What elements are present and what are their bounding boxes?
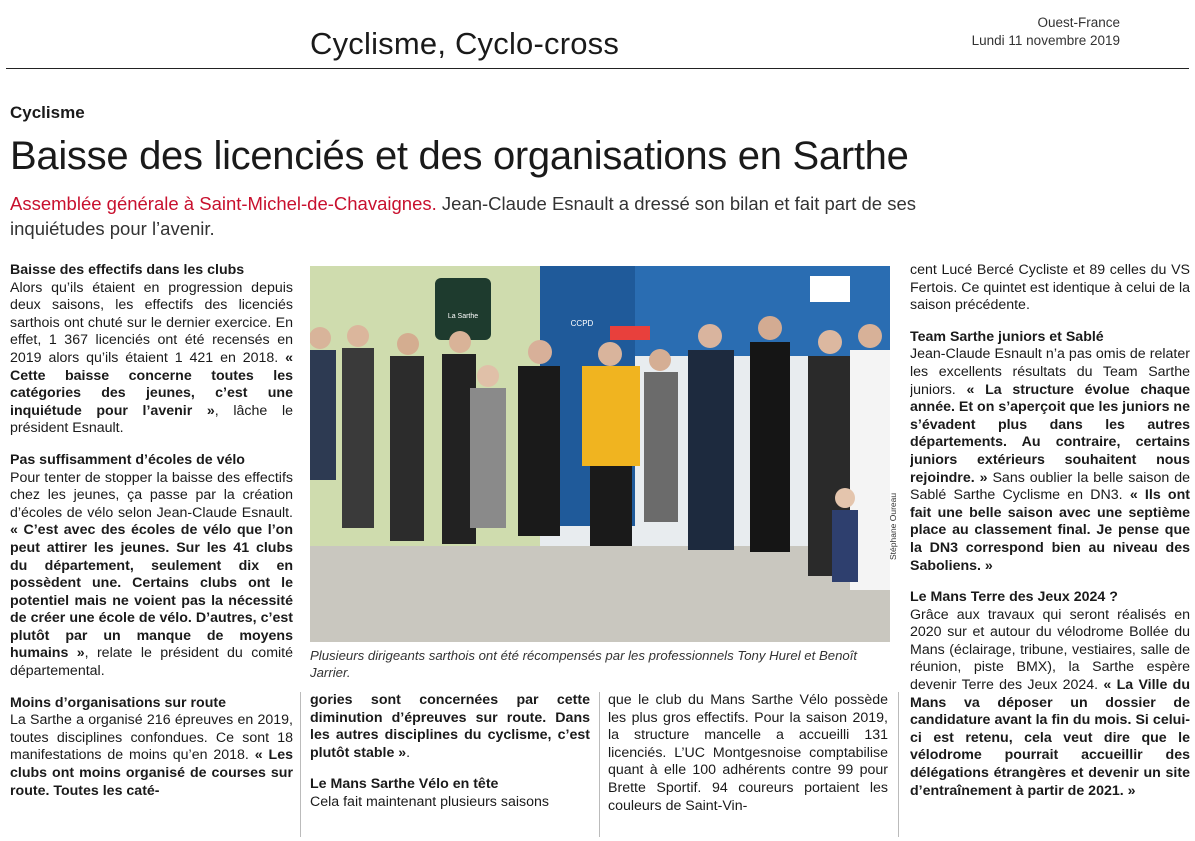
article-kicker: Cyclisme bbox=[10, 103, 85, 122]
lead-highlight: Assemblée générale à Saint-Michel-de-Chavaignes. bbox=[10, 193, 437, 214]
column-divider bbox=[898, 692, 899, 837]
article-lead bbox=[10, 191, 970, 241]
header-rule bbox=[6, 68, 1189, 69]
photo-credit: Stéphane Oureau bbox=[888, 492, 898, 560]
subhead-le-mans: Le Mans Sarthe Vélo en tête bbox=[310, 776, 499, 793]
column-divider bbox=[300, 692, 301, 837]
banner-label: CCPD bbox=[570, 319, 594, 328]
column-3 bbox=[608, 692, 888, 832]
group-photo-illustration bbox=[310, 266, 890, 642]
paragraph-le-mans: Cela fait maintenant plusieurs saisons bbox=[310, 793, 549, 810]
paragraph-organisations: La Sarthe a organisé 216 épreuves en 2019, toutes disciplines confondues. Ce sont 18 manifestations de moins qu’en 2018. « Les clubs ont moins organisé de courses sur route. Toutes les caté- bbox=[10, 712, 293, 799]
subhead-ecoles: Pas suffisamment d’écoles de vélo bbox=[10, 451, 245, 468]
publication-date: Lundi 11 novembre 2019 bbox=[971, 33, 1120, 48]
section-title: Cyclisme, Cyclo-cross bbox=[310, 26, 620, 61]
article-photo bbox=[310, 266, 890, 642]
subhead-team-sarthe: Team Sarthe juniors et Sablé bbox=[910, 328, 1104, 345]
article-headline: Baisse des licenciés et des organisations en Sarthe bbox=[10, 134, 909, 178]
column-4 bbox=[910, 262, 1190, 834]
column-1 bbox=[10, 262, 293, 834]
paragraph-team-sarthe: Jean-Claude Esnault n’a pas omis de relater les excellents résultats du Team Sarthe juniors. « La structure évolue chaque année. Et on s’aperçoit que les juniors ne s’évadent plus dans les autres départements. Au contraire, certains juniors extérieurs souhaitent nous rejoindre. » Sans oublier la belle saison de Sablé Sarthe Cyclisme en DN3. « Ils ont fait une belle saison avec une septième place au classement final. Je pense que la DN3 correspond bien au niveau des Saboliens. » bbox=[910, 346, 1190, 574]
jersey-label: La Sarthe bbox=[447, 313, 479, 320]
publication-info bbox=[972, 14, 1120, 50]
paragraph-ecoles: Pour tenter de stopper la baisse des effectifs chez les jeunes, ça passe par la création d’écoles de vélo selon Jean-Claude Esnault. « C’est avec des écoles de vélo que l’on peut attirer les jeunes. Sur les 41 clubs du département, seulement dix en possèdent une. Certains clubs ont le potentiel mais ne voient pas la nécessité de créer une école de vélo. D’autres, c’est plutôt par un manque de moyens humains », relate le président du comité départemental. bbox=[10, 469, 293, 680]
subhead-jeux-2024: Le Mans Terre des Jeux 2024 ? bbox=[910, 589, 1118, 606]
paragraph-continuation: gories sont concernées par cette diminution d’épreuves sur route. Dans les autres disciplines du cyclisme, c’est plutôt stable ». bbox=[310, 692, 590, 761]
subhead-effectifs: Baisse des effectifs dans les clubs bbox=[10, 262, 245, 278]
paragraph-jeux-2024: Grâce aux travaux qui seront réalisés en 2020 sur et autour du vélodrome Bollée du Mans (éclairage, tribune, vestiaires, salle de réunion, piste BMX), la Sarthe espère devenir Terre des Jeux 2024. « La Ville du Mans va déposer un dossier de candidature avant la fin du mois. Si celui-ci est retenu, cela veut dire que le vélodrome pourrait accueillir des délégations étrangères et devenir un site d’entraînement à partir de 2021. » bbox=[910, 606, 1190, 799]
photo-caption: Plusieurs dirigeants sarthois ont été récompensés par les professionnels Tony Hurel et Benoît Jarrier. bbox=[310, 648, 858, 680]
jersey-on-wall bbox=[435, 278, 491, 340]
lead-text: Jean-Claude Esnault a dressé son bilan et fait part de ses inquiétudes pour l’avenir. bbox=[10, 193, 916, 239]
column-divider bbox=[599, 692, 600, 837]
paragraph-clubs: que le club du Mans Sarthe Vélo possède les plus gros effectifs. Pour la saison 2019, la structure mancelle a accueilli 131 licenciés. L’UC Montgesnoise comptabilise quant à elle 100 adhérents contre 99 pour Brette Sportif. 94 coureurs portaient les couleurs de Saint-Vin- bbox=[608, 692, 888, 814]
subhead-organisations: Moins d’organisations sur route bbox=[10, 694, 226, 711]
paragraph-quintet: cent Lucé Bercé Cycliste et 89 celles du VS Fertois. Ce quintet est identique à celui de la saison précédente. bbox=[910, 262, 1190, 314]
column-2 bbox=[310, 692, 590, 832]
publication-name: Ouest-France bbox=[1037, 15, 1120, 30]
paragraph-effectifs: Alors qu’ils étaient en progression depuis deux saisons, les effectifs des licenciés sarthois ont chuté sur le dernier exercice. En effet, 1 367 licenciés ont été recensés en 2019 alors qu’ils étaient 1 421 en 2018. « Cette baisse concerne toutes les catégories des jeunes, c’est une inquiétude pour l’avenir », lâche le président Esnault. bbox=[10, 279, 293, 437]
